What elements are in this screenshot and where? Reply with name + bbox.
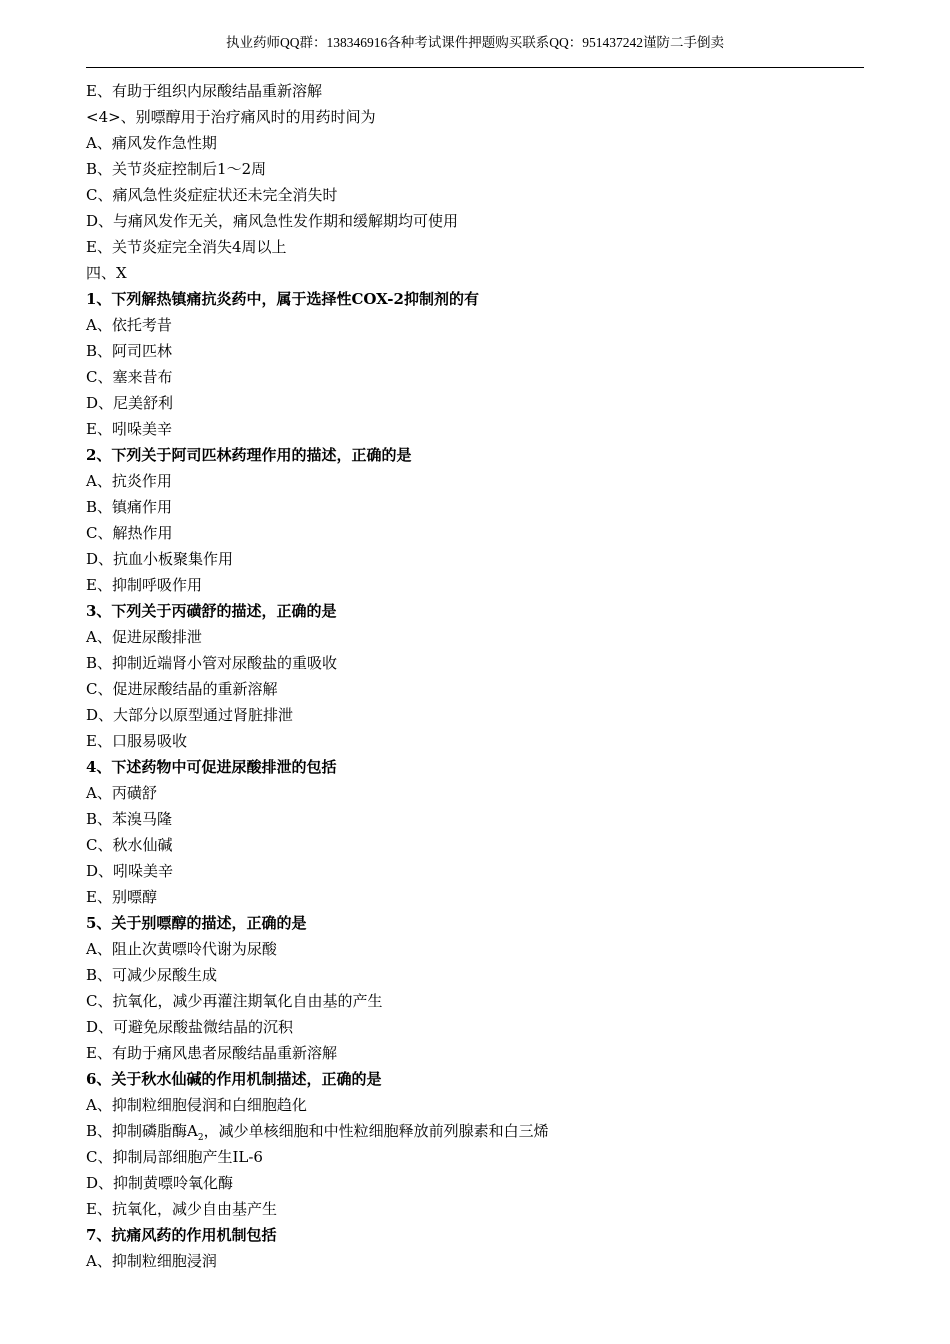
question-stem: 3、下列关于丙磺舒的描述，正确的是 bbox=[86, 602, 337, 620]
answer-option: C、抑制局部细胞产生IL-6 bbox=[86, 1148, 263, 1166]
answer-option: E、有助于痛风患者尿酸结晶重新溶解 bbox=[86, 1044, 337, 1062]
answer-option: B、抑制近端肾小管对尿酸盐的重吸收 bbox=[86, 654, 338, 672]
answer-option: E、抑制呼吸作用 bbox=[86, 576, 202, 594]
page-header: 执业药师QQ群：138346916各种考试课件押题购买联系QQ：951437242谨防二手倒卖 bbox=[226, 35, 724, 50]
answer-option: B、阿司匹林 bbox=[86, 342, 173, 360]
answer-option: B、关节炎症控制后1～2周 bbox=[86, 160, 267, 178]
answer-option: D、与痛风发作无关，痛风急性发作期和缓解期均可使用 bbox=[86, 212, 459, 230]
answer-option: C、解热作用 bbox=[86, 524, 173, 542]
question-stem: 4、下述药物中可促进尿酸排泄的包括 bbox=[86, 758, 337, 776]
answer-option: B、可减少尿酸生成 bbox=[86, 966, 218, 984]
answer-option: A、依托考昔 bbox=[86, 316, 172, 334]
answer-option: D、吲哚美辛 bbox=[86, 862, 174, 880]
answer-option: E、吲哚美辛 bbox=[86, 420, 172, 438]
answer-option: C、秋水仙碱 bbox=[86, 836, 173, 854]
answer-option: C、痛风急性炎症症状还未完全消失时 bbox=[86, 186, 338, 204]
answer-option: A、抑制粒细胞浸润 bbox=[86, 1252, 217, 1270]
section-heading: 四、X bbox=[86, 264, 127, 282]
answer-option: D、大部分以原型通过肾脏排泄 bbox=[86, 706, 294, 724]
option-text-continued: ，减少单核细胞和中性粒细胞释放前列腺素和白三烯 bbox=[203, 1122, 549, 1140]
answer-option: E、抗氧化，减少自由基产生 bbox=[86, 1200, 277, 1218]
document-body bbox=[86, 78, 864, 1274]
answer-option: B、镇痛作用 bbox=[86, 498, 173, 516]
answer-option: A、抗炎作用 bbox=[86, 472, 172, 490]
answer-option: C、塞来昔布 bbox=[86, 368, 173, 386]
answer-option bbox=[86, 1118, 864, 1144]
question-stem: 7、抗痛风药的作用机制包括 bbox=[86, 1226, 277, 1244]
option-text: B、抑制磷脂酶A bbox=[86, 1122, 198, 1140]
subscript: 2 bbox=[197, 1133, 204, 1143]
answer-option: <4>、别嘌醇用于治疗痛风时的用药时间为 bbox=[86, 108, 376, 126]
question-stem: 6、关于秋水仙碱的作用机制描述，正确的是 bbox=[86, 1070, 382, 1088]
answer-option: C、抗氧化，减少再灌注期氧化自由基的产生 bbox=[86, 992, 383, 1010]
question-stem: 1、下列解热镇痛抗炎药中，属于选择性COX-2抑制剂的有 bbox=[86, 290, 479, 308]
answer-option: E、关节炎症完全消失4周以上 bbox=[86, 238, 287, 256]
answer-option: B、苯溴马隆 bbox=[86, 810, 173, 828]
answer-option: D、抗血小板聚集作用 bbox=[86, 550, 234, 568]
answer-option: E、别嘌醇 bbox=[86, 888, 157, 906]
answer-option: D、尼美舒利 bbox=[86, 394, 174, 412]
header-divider bbox=[86, 67, 864, 68]
question-stem: 2、下列关于阿司匹林药理作用的描述，正确的是 bbox=[86, 446, 412, 464]
answer-option: A、痛风发作急性期 bbox=[86, 134, 217, 152]
answer-option: A、促进尿酸排泄 bbox=[86, 628, 202, 646]
answer-option: C、促进尿酸结晶的重新溶解 bbox=[86, 680, 278, 698]
answer-option: A、抑制粒细胞侵润和白细胞趋化 bbox=[86, 1096, 307, 1114]
answer-option: E、口服易吸收 bbox=[86, 732, 187, 750]
question-stem: 5、关于别嘌醇的描述，正确的是 bbox=[86, 914, 307, 932]
answer-option: A、丙磺舒 bbox=[86, 784, 157, 802]
answer-option: D、抑制黄嘌呤氧化酶 bbox=[86, 1174, 234, 1192]
answer-option: A、阻止次黄嘌呤代谢为尿酸 bbox=[86, 940, 277, 958]
answer-option: D、可避免尿酸盐微结晶的沉积 bbox=[86, 1018, 294, 1036]
answer-option: E、有助于组织内尿酸结晶重新溶解 bbox=[86, 82, 322, 100]
